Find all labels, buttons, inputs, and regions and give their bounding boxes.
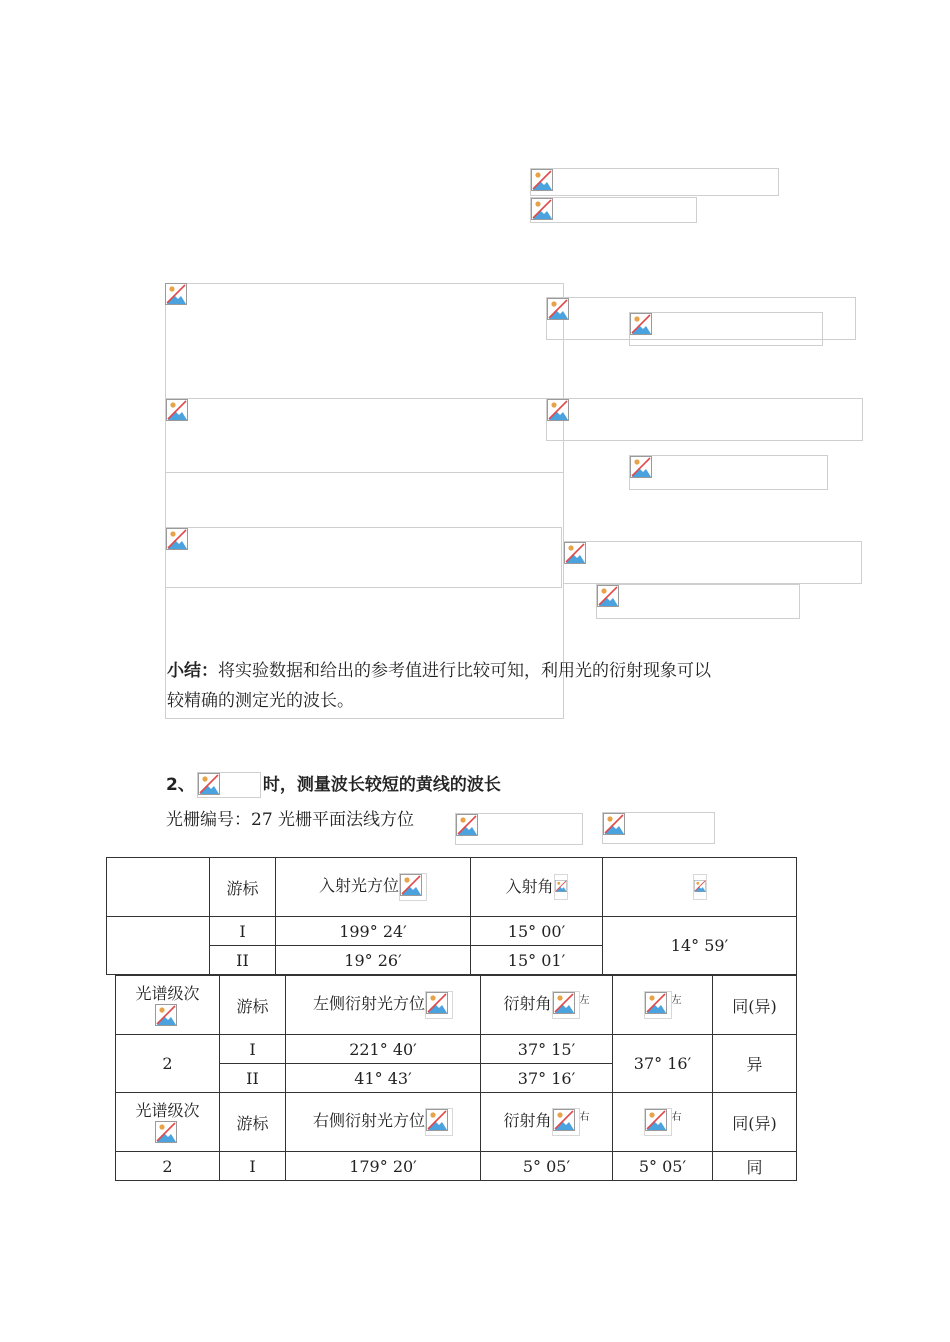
broken-image-icon — [603, 813, 625, 835]
broken-image-icon — [564, 542, 586, 564]
broken-image-icon — [694, 875, 706, 897]
broken-image-icon — [155, 1121, 177, 1143]
order-cell: 2 — [116, 1152, 220, 1181]
blank-cell — [107, 917, 210, 975]
summary-text-2: 较精确的测定光的波长。 — [167, 691, 354, 711]
average-header — [603, 858, 797, 917]
right-avg-header — [613, 1093, 713, 1152]
avg-cell: 5° 05′ — [613, 1152, 713, 1181]
formula-image — [596, 584, 800, 619]
angle-cell: 37° 16′ — [481, 1064, 613, 1093]
dir-cell: 41° 43′ — [286, 1064, 481, 1093]
dir-cell: 19° 26′ — [276, 946, 471, 975]
incident-dir-label: 入射光方位 — [318, 876, 399, 895]
formula-image — [552, 1108, 580, 1136]
broken-image-icon — [630, 313, 652, 335]
incident-table — [106, 857, 797, 975]
diffraction-angle-header — [481, 976, 613, 1035]
formula-image — [399, 873, 427, 901]
blank-header-cell — [107, 858, 210, 917]
heading-formula-image — [197, 772, 261, 798]
vernier-header: 游标 — [220, 1093, 286, 1152]
broken-image-icon — [456, 814, 478, 836]
formula-image — [425, 1108, 453, 1136]
broken-image-icon — [426, 1109, 448, 1131]
formula-image — [530, 168, 779, 196]
broken-image-icon — [555, 875, 567, 897]
formula-image — [644, 991, 672, 1019]
average-cell: 14° 59′ — [603, 917, 797, 975]
section-title: 时，测量波长较短的黄线的波长 — [262, 775, 501, 795]
formula-image — [629, 312, 823, 346]
angle-cell: 15° 01′ — [471, 946, 603, 975]
dir-cell: 199° 24′ — [276, 917, 471, 946]
broken-image-icon — [645, 992, 667, 1014]
broken-image-icon — [597, 585, 619, 607]
formula-image — [552, 991, 580, 1019]
order-header — [116, 1093, 220, 1152]
vernier-header: 游标 — [210, 858, 276, 917]
formula-image — [165, 398, 564, 473]
broken-image-icon — [400, 874, 422, 896]
formula-image — [155, 1004, 181, 1030]
section-number: 2、 — [166, 775, 195, 795]
broken-image-icon — [165, 283, 187, 305]
broken-image-icon — [198, 773, 220, 795]
formula-image — [693, 874, 707, 900]
formula-image — [629, 455, 828, 490]
incident-angle-header — [471, 858, 603, 917]
diffraction-angle-header — [481, 1093, 613, 1152]
left-dir-header — [286, 976, 481, 1035]
section-heading — [166, 772, 501, 802]
broken-image-icon — [426, 992, 448, 1014]
angle-cell: 37° 15′ — [481, 1035, 613, 1064]
avg-cell: 37° 16′ — [613, 1035, 713, 1093]
angle-label: 衍射角 — [503, 1111, 552, 1130]
angle-cell: 15° 00′ — [471, 917, 603, 946]
incident-angle-label: 入射角 — [505, 877, 554, 896]
vernier-cell: I — [220, 1035, 286, 1064]
vernier-cell: I — [220, 1152, 286, 1181]
left-dir-label: 左侧衍射光方位 — [312, 994, 425, 1013]
left-avg-header — [613, 976, 713, 1035]
angle-cell: 5° 05′ — [481, 1152, 613, 1181]
formula-image — [563, 541, 862, 584]
formula-image — [546, 398, 863, 441]
formula-image — [165, 283, 188, 307]
dir-cell: 221° 40′ — [286, 1035, 481, 1064]
summary-paragraph — [167, 656, 807, 716]
dir-cell: 179° 20′ — [286, 1152, 481, 1181]
summary-label: 小结： — [167, 661, 218, 681]
broken-image-icon — [645, 1109, 667, 1131]
vernier-cell: I — [210, 917, 276, 946]
broken-image-icon — [155, 1004, 177, 1026]
left-subscript: 左 — [579, 995, 590, 1006]
formula-image — [425, 991, 453, 1019]
same-diff-cell: 同 — [713, 1152, 797, 1181]
formula-image — [602, 812, 715, 844]
formula-image — [644, 1108, 672, 1136]
right-dir-header — [286, 1093, 481, 1152]
diffraction-table — [115, 975, 797, 1181]
broken-image-icon — [547, 298, 569, 320]
summary-text: 将实验数据和给出的参考值进行比较可知，利用光的衍射现象可以 — [218, 661, 711, 681]
broken-image-icon — [531, 198, 553, 220]
broken-image-icon — [166, 528, 188, 550]
order-label: 光谱级次 — [135, 983, 200, 1003]
same-diff-cell: 异 — [713, 1035, 797, 1093]
broken-image-icon — [547, 399, 569, 421]
angle-label: 衍射角 — [503, 994, 552, 1013]
image-frame — [165, 283, 564, 719]
same-diff-header: 同(异) — [713, 1093, 797, 1152]
left-subscript: 左 — [671, 995, 682, 1006]
broken-image-icon — [531, 169, 553, 191]
incident-dir-header — [276, 858, 471, 917]
formula-image — [165, 527, 562, 588]
vernier-header: 游标 — [220, 976, 286, 1035]
order-cell: 2 — [116, 1035, 220, 1093]
right-subscript: 右 — [579, 1112, 590, 1123]
right-subscript: 右 — [671, 1112, 682, 1123]
same-diff-header: 同(异) — [713, 976, 797, 1035]
formula-image — [530, 197, 697, 223]
broken-image-icon — [553, 1109, 575, 1131]
broken-image-icon — [630, 456, 652, 478]
formula-image — [155, 1121, 181, 1147]
right-dir-label: 右侧衍射光方位 — [312, 1111, 425, 1130]
vernier-cell: II — [210, 946, 276, 975]
grating-line — [166, 805, 414, 830]
vernier-cell: II — [220, 1064, 286, 1093]
formula-image — [554, 874, 568, 900]
order-header — [116, 976, 220, 1035]
grating-text: 光栅编号：27 光栅平面法线方位 — [166, 810, 415, 830]
formula-image — [455, 813, 583, 845]
broken-image-icon — [553, 992, 575, 1014]
order-label: 光谱级次 — [135, 1100, 200, 1120]
broken-image-icon — [166, 399, 188, 421]
